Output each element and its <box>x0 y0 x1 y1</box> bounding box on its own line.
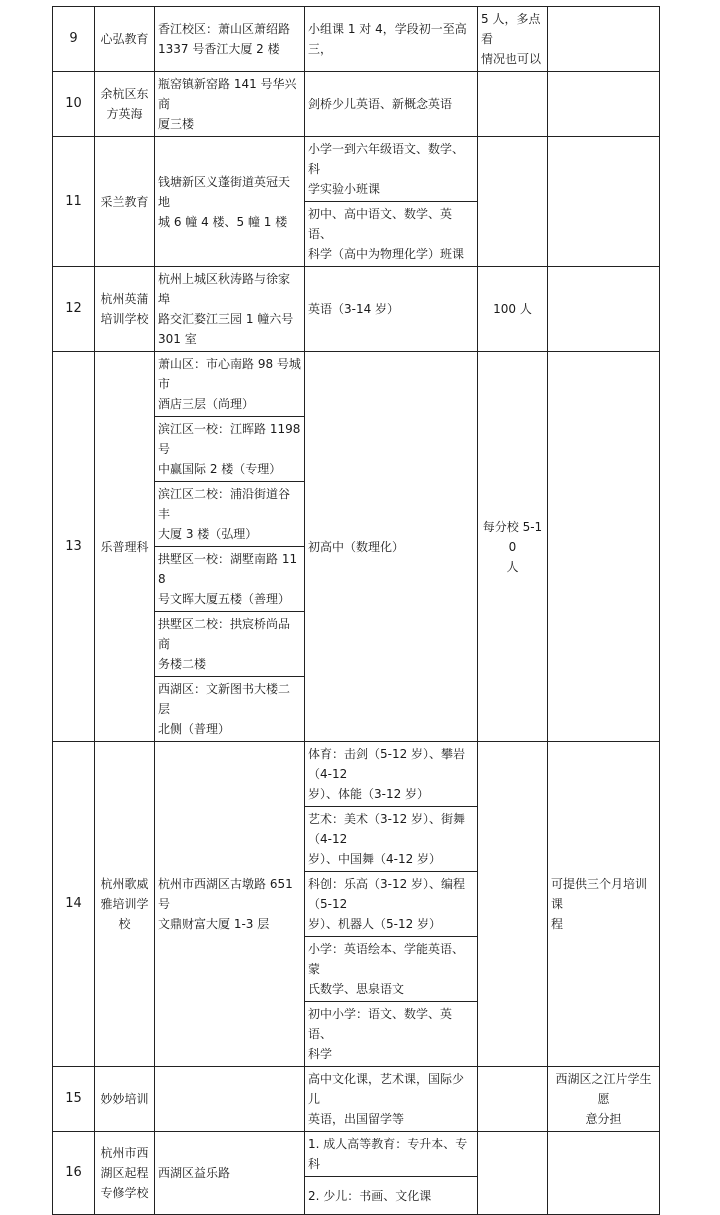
class-size-cell <box>478 1067 548 1132</box>
row-number: 16 <box>53 1132 95 1215</box>
remark-cell: 西湖区之江片学生愿 意分担 <box>548 1067 660 1132</box>
courses-cell: 初中、高中语文、数学、英语、 科学（高中为物理化学）班课 <box>305 202 478 267</box>
courses-cell: 小学一到六年级语文、数学、科 学实验小班课 <box>305 137 478 202</box>
row-number: 11 <box>53 137 95 267</box>
row-number: 15 <box>53 1067 95 1132</box>
table-row <box>53 1067 660 1132</box>
courses-cell: 2. 少儿：书画、文化课 <box>305 1177 478 1215</box>
address-cell: 杭州市西湖区古墩路 651 号 文鼎财富大厦 1-3 层 <box>155 742 305 1067</box>
address-cell: 钱塘新区义蓬街道英冠天地 城 6 幢 4 楼、5 幢 1 楼 <box>155 137 305 267</box>
table-row <box>53 352 660 417</box>
institution-name: 采兰教育 <box>95 137 155 267</box>
courses-cell: 初中小学：语文、数学、英语、 科学 <box>305 1002 478 1067</box>
class-size-cell: 每分校 5-10 人 <box>478 352 548 742</box>
table-row <box>53 137 660 202</box>
class-size-cell <box>478 137 548 267</box>
courses-cell: 1. 成人高等教育：专升本、专科 <box>305 1132 478 1177</box>
institution-name: 妙妙培训 <box>95 1067 155 1132</box>
institution-name: 杭州英蒲 培训学校 <box>95 267 155 352</box>
address-cell: 杭州上城区秋涛路与徐家埠 路交汇婺江三园 1 幢六号 301 室 <box>155 267 305 352</box>
courses-cell: 小组课 1 对 4，学段初一至高三， <box>305 7 478 72</box>
courses-cell: 体育：击剑（5-12 岁）、攀岩（4-12 岁）、体能（3-12 岁） <box>305 742 478 807</box>
class-size-cell: 100 人 <box>478 267 548 352</box>
courses-cell: 艺术：美术（3-12 岁）、街舞（4-12 岁）、中国舞（4-12 岁） <box>305 807 478 872</box>
remark-cell <box>548 137 660 267</box>
address-cell: 拱墅区一校：湖墅南路 118 号文晖大厦五楼（善理） <box>155 547 305 612</box>
institution-name: 余杭区东 方英海 <box>95 72 155 137</box>
courses-cell: 科创：乐高（3-12 岁）、编程（5-12 岁）、机器人（5-12 岁） <box>305 872 478 937</box>
row-number: 13 <box>53 352 95 742</box>
institution-name: 心弘教育 <box>95 7 155 72</box>
institution-name: 杭州市西 湖区起程 专修学校 <box>95 1132 155 1215</box>
remark-cell <box>548 352 660 742</box>
remark-cell <box>548 7 660 72</box>
institution-name: 杭州歌威 雅培训学 校 <box>95 742 155 1067</box>
table-row <box>53 1132 660 1177</box>
training-institution-table <box>52 6 660 1215</box>
class-size-cell <box>478 72 548 137</box>
address-cell <box>155 1067 305 1132</box>
class-size-cell: 5 人，多点看 情况也可以 <box>478 7 548 72</box>
address-cell: 滨江区二校：浦沿街道谷丰 大厦 3 楼（弘理） <box>155 482 305 547</box>
row-number: 14 <box>53 742 95 1067</box>
address-cell: 西湖区：文新图书大楼二层 北侧（普理） <box>155 677 305 742</box>
courses-cell: 高中文化课，艺术课，国际少儿 英语，出国留学等 <box>305 1067 478 1132</box>
address-cell: 拱墅区二校：拱宸桥尚品商 务楼二楼 <box>155 612 305 677</box>
address-cell: 香江校区：萧山区萧绍路 1337 号香江大厦 2 楼 <box>155 7 305 72</box>
address-cell: 滨江区一校：江晖路 1198 号 中赢国际 2 楼（专理） <box>155 417 305 482</box>
table-row <box>53 72 660 137</box>
address-cell: 萧山区：市心南路 98 号城市 酒店三层（尚理） <box>155 352 305 417</box>
row-number: 10 <box>53 72 95 137</box>
row-number: 9 <box>53 7 95 72</box>
courses-cell: 初高中（数理化） <box>305 352 478 742</box>
courses-cell: 小学：英语绘本、学能英语、蒙 氏数学、思泉语文 <box>305 937 478 1002</box>
class-size-cell <box>478 742 548 1067</box>
remark-cell <box>548 1132 660 1215</box>
row-number: 12 <box>53 267 95 352</box>
remark-cell <box>548 267 660 352</box>
courses-cell: 剑桥少儿英语、新概念英语 <box>305 72 478 137</box>
table-row <box>53 742 660 807</box>
courses-cell: 英语（3-14 岁） <box>305 267 478 352</box>
address-cell: 西湖区益乐路 <box>155 1132 305 1215</box>
table-row <box>53 7 660 72</box>
remark-cell: 可提供三个月培训课 程 <box>548 742 660 1067</box>
class-size-cell <box>478 1132 548 1215</box>
remark-cell <box>548 72 660 137</box>
address-cell: 瓶窑镇新窑路 141 号华兴商 厦三楼 <box>155 72 305 137</box>
institution-name: 乐普理科 <box>95 352 155 742</box>
table-row <box>53 267 660 352</box>
